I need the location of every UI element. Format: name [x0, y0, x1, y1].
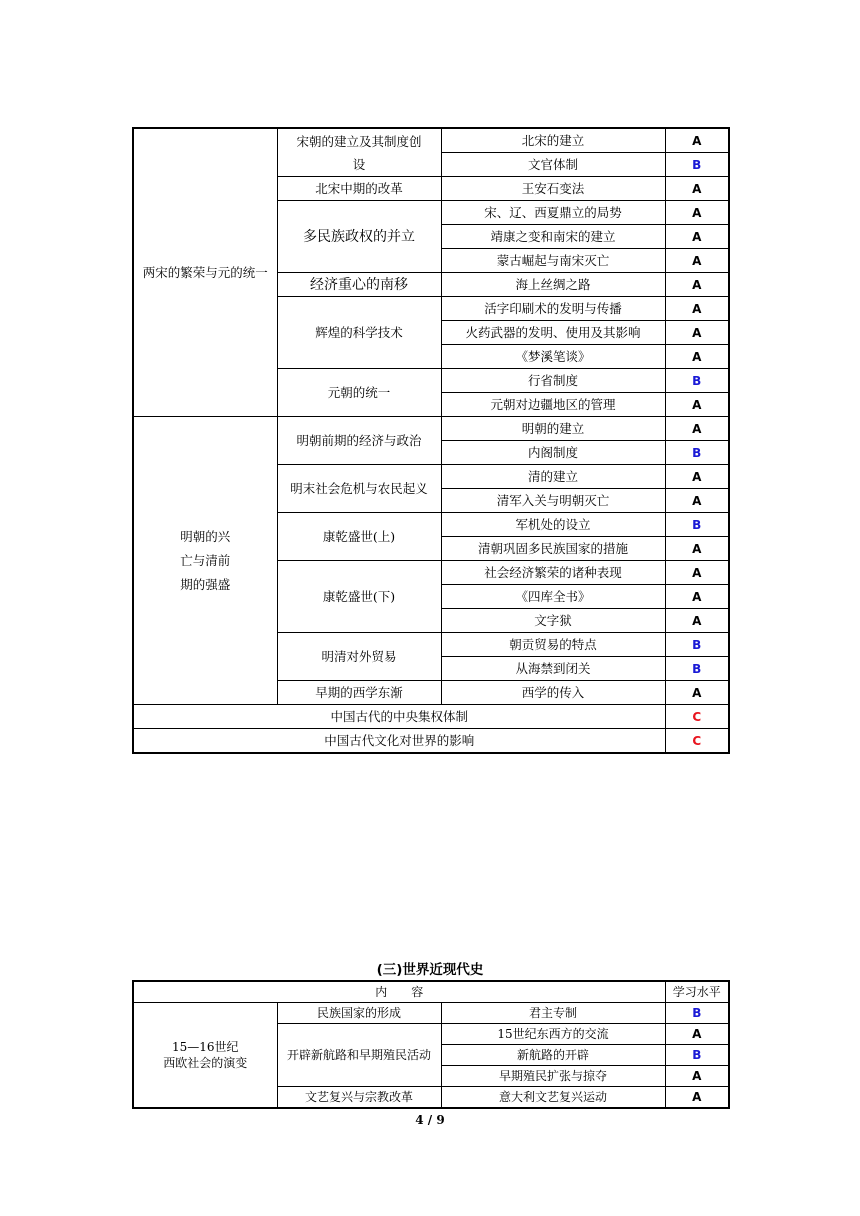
topic-label: 民族国家的形成 — [277, 1003, 441, 1024]
item-label: 行省制度 — [441, 369, 665, 393]
item-label: 《四库全书》 — [441, 585, 665, 609]
header-level: 学习水平 — [665, 981, 729, 1003]
level-badge: C — [665, 705, 729, 729]
topic-label: 多民族政权的并立 — [277, 201, 441, 273]
table-row — [133, 128, 729, 153]
item-label: 意大利文艺复兴运动 — [441, 1087, 665, 1109]
level-badge: A — [665, 273, 729, 297]
topic-label: 开辟新航路和早期殖民活动 — [277, 1024, 441, 1087]
item-label: 文官体制 — [441, 153, 665, 177]
header-content: 内 容 — [133, 981, 665, 1003]
topic-label: 康乾盛世(下) — [277, 561, 441, 633]
level-badge: A — [665, 345, 729, 369]
topic-label: 康乾盛世(上) — [277, 513, 441, 561]
level-badge: B — [665, 153, 729, 177]
item-label: 北宋的建立 — [441, 128, 665, 153]
item-label: 新航路的开辟 — [441, 1045, 665, 1066]
summary-label: 中国古代文化对世界的影响 — [133, 729, 665, 754]
item-label: 西学的传入 — [441, 681, 665, 705]
level-badge: B — [665, 1003, 729, 1024]
level-badge: B — [665, 369, 729, 393]
level-badge: B — [665, 441, 729, 465]
table-row — [133, 417, 729, 441]
table-row — [133, 705, 729, 729]
item-label: 军机处的设立 — [441, 513, 665, 537]
level-badge: A — [665, 393, 729, 417]
level-badge: A — [665, 201, 729, 225]
level-badge: B — [665, 1045, 729, 1066]
topic-label: 明清对外贸易 — [277, 633, 441, 681]
section-label-line: 亡与清前 — [180, 552, 231, 568]
item-label: 宋、辽、西夏鼎立的局势 — [441, 201, 665, 225]
level-badge: A — [665, 537, 729, 561]
level-badge: A — [665, 561, 729, 585]
item-label: 君主专制 — [441, 1003, 665, 1024]
section-title: (三)世界近现代史 — [376, 962, 484, 978]
table-header-row — [133, 981, 729, 1003]
level-badge: B — [665, 633, 729, 657]
level-badge: A — [665, 128, 729, 153]
curriculum-table-world-history — [132, 980, 730, 1109]
item-label: 朝贡贸易的特点 — [441, 633, 665, 657]
level-badge: A — [665, 585, 729, 609]
table-row — [133, 729, 729, 754]
curriculum-table-chinese-history — [132, 127, 730, 754]
item-label: 社会经济繁荣的诸种表现 — [441, 561, 665, 585]
item-label: 王安石变法 — [441, 177, 665, 201]
unit-label-line: 15—16世纪 — [171, 1040, 239, 1054]
item-label: 清军入关与明朝灭亡 — [441, 489, 665, 513]
topic-label: 元朝的统一 — [277, 369, 441, 417]
topic-label: 宋朝的建立及其制度创设 — [277, 128, 441, 177]
page-number: 4 / 9 — [415, 1113, 445, 1127]
level-badge: A — [665, 417, 729, 441]
item-label: 火药武器的发明、使用及其影响 — [441, 321, 665, 345]
level-badge: A — [665, 321, 729, 345]
level-badge: A — [665, 489, 729, 513]
topic-label: 北宋中期的改革 — [277, 177, 441, 201]
item-label: 清的建立 — [441, 465, 665, 489]
level-badge: A — [665, 249, 729, 273]
topic-label: 明朝前期的经济与政治 — [277, 417, 441, 465]
item-label: 活字印刷术的发明与传播 — [441, 297, 665, 321]
level-badge: A — [665, 1087, 729, 1109]
item-label: 靖康之变和南宋的建立 — [441, 225, 665, 249]
item-label: 蒙古崛起与南宋灭亡 — [441, 249, 665, 273]
topic-label: 辉煌的科学技术 — [277, 297, 441, 369]
level-badge: C — [665, 729, 729, 754]
section-label: 两宋的繁荣与元的统一 — [133, 128, 277, 417]
item-label: 海上丝绸之路 — [441, 273, 665, 297]
item-label: 明朝的建立 — [441, 417, 665, 441]
level-badge: A — [665, 465, 729, 489]
level-badge: A — [665, 609, 729, 633]
unit-label-line: 西欧社会的演变 — [163, 1056, 248, 1070]
item-label: 15世纪东西方的交流 — [441, 1024, 665, 1045]
item-label: 早期殖民扩张与掠夺 — [441, 1066, 665, 1087]
item-label: 从海禁到闭关 — [441, 657, 665, 681]
level-badge: A — [665, 177, 729, 201]
level-badge: A — [665, 681, 729, 705]
level-badge: B — [665, 657, 729, 681]
level-badge: A — [665, 297, 729, 321]
table-row — [133, 1003, 729, 1024]
item-label: 元朝对边疆地区的管理 — [441, 393, 665, 417]
item-label: 内阁制度 — [441, 441, 665, 465]
item-label: 文字狱 — [441, 609, 665, 633]
section-label-line: 明朝的兴 — [180, 528, 231, 544]
item-label: 清朝巩固多民族国家的措施 — [441, 537, 665, 561]
topic-label: 经济重心的南移 — [277, 273, 441, 297]
topic-label: 文艺复兴与宗教改革 — [277, 1087, 441, 1109]
section-label-line: 期的强盛 — [180, 576, 231, 592]
level-badge: B — [665, 513, 729, 537]
unit-label — [133, 1003, 277, 1109]
item-label: 《梦溪笔谈》 — [441, 345, 665, 369]
topic-label: 早期的西学东渐 — [277, 681, 441, 705]
level-badge: A — [665, 225, 729, 249]
topic-label: 明末社会危机与农民起义 — [277, 465, 441, 513]
level-badge: A — [665, 1024, 729, 1045]
section-label — [133, 417, 277, 705]
level-badge: A — [665, 1066, 729, 1087]
summary-label: 中国古代的中央集权体制 — [133, 705, 665, 729]
